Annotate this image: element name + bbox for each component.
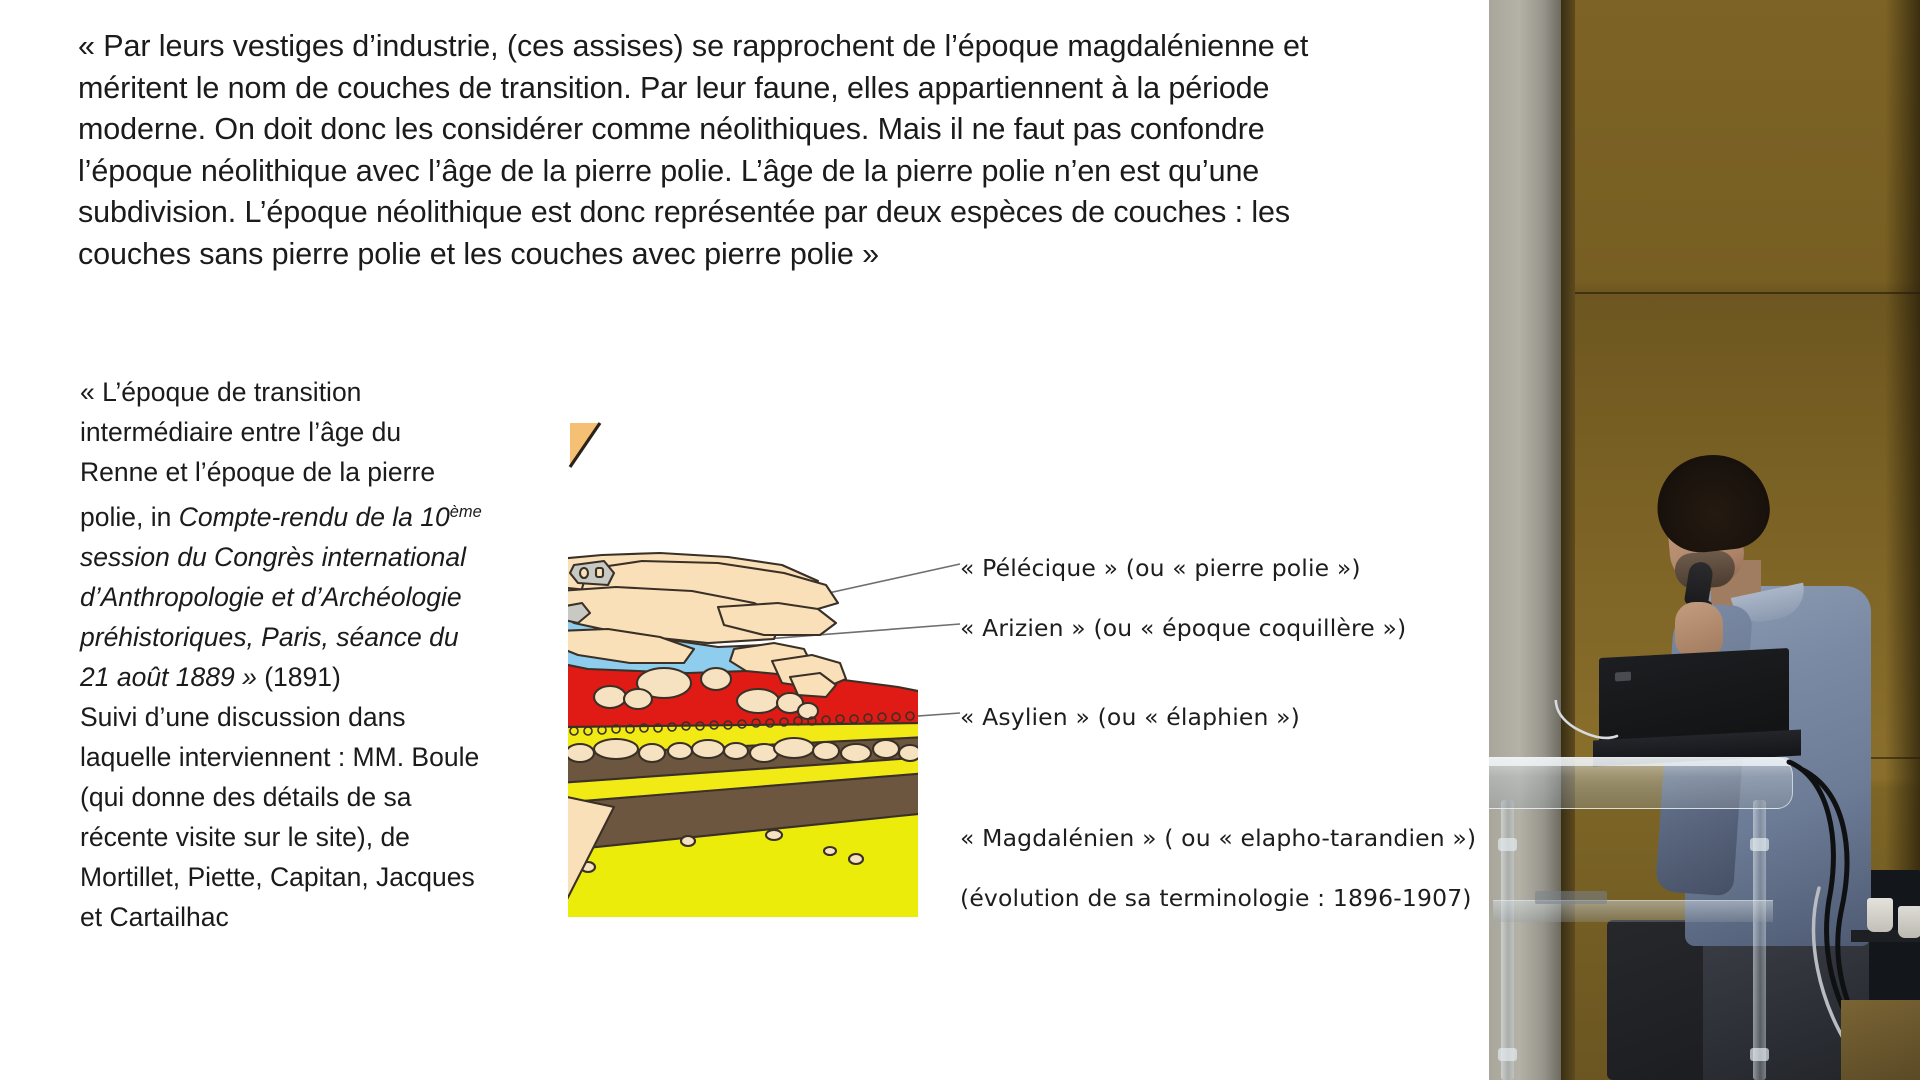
label-arizien: « Arizien » (ou « époque coquillère ») [960,614,1407,642]
caption-title-part-2: session du Congrès international d’Anthropologie et d’Archéologie préhistoriques, Paris, séance du 21 août 1889 » [80,542,466,693]
caption-part-1: « L’époque de transition intermédiaire entre l’âge du Renne et l’époque de la pierre polie, in [80,377,436,533]
caption-part-2: Suivi d’une discussion dans laquelle interviennent : MM. Boule (qui donne des détails de sa récente visite sur le site), de Mortillet, Piette, Capitan, Jacques et Cartailhac [80,702,480,933]
caption-year: (1891) [256,662,341,693]
label-terminology-evolution: (évolution de sa terminologie : 1896-1907) [960,884,1472,912]
paper-cup-2 [1898,906,1920,938]
label-pelecique: « Pélécique » (ou « pierre polie ») [960,554,1361,582]
label-asylien: « Asylien » (ou « élaphien ») [960,703,1301,731]
speaker-hand [1675,602,1723,658]
label-magdalenien: « Magdalénien » ( ou « elapho-tarandien ») [960,824,1477,852]
wall-seam-upper [1575,292,1920,294]
left-column-caption [80,372,485,937]
laptop-logo [1615,672,1631,682]
main-quotation-paragraph: « Par leurs vestiges d’industrie, (ces assises) se rapprochent de l’époque magdalénienne et méritent le nom de couches de transition. Par leur faune, elles appartiennent à la période moderne. On doit donc les considérer comme néolithiques. Mais il ne faut pas confondre l’époque néolithique avec l’âge de la pierre polie. L’âge de la pierre polie n’en est qu’une subdivision. L’époque néolithique est donc représentée par deux espèces de couches : les couches sans pierre polie et les couches avec pierre polie » [78,29,1309,271]
orange-triangle-marker [568,421,602,469]
wooden-stool [1841,1000,1920,1080]
speaker-video-pane [1489,0,1920,1080]
stratigraphy-diagram [568,551,918,917]
caption-title-ordinal: ème [449,503,482,521]
paper-cup-1 [1867,898,1893,932]
caption-title-part-1: Compte-rendu de la 10 [178,502,450,533]
